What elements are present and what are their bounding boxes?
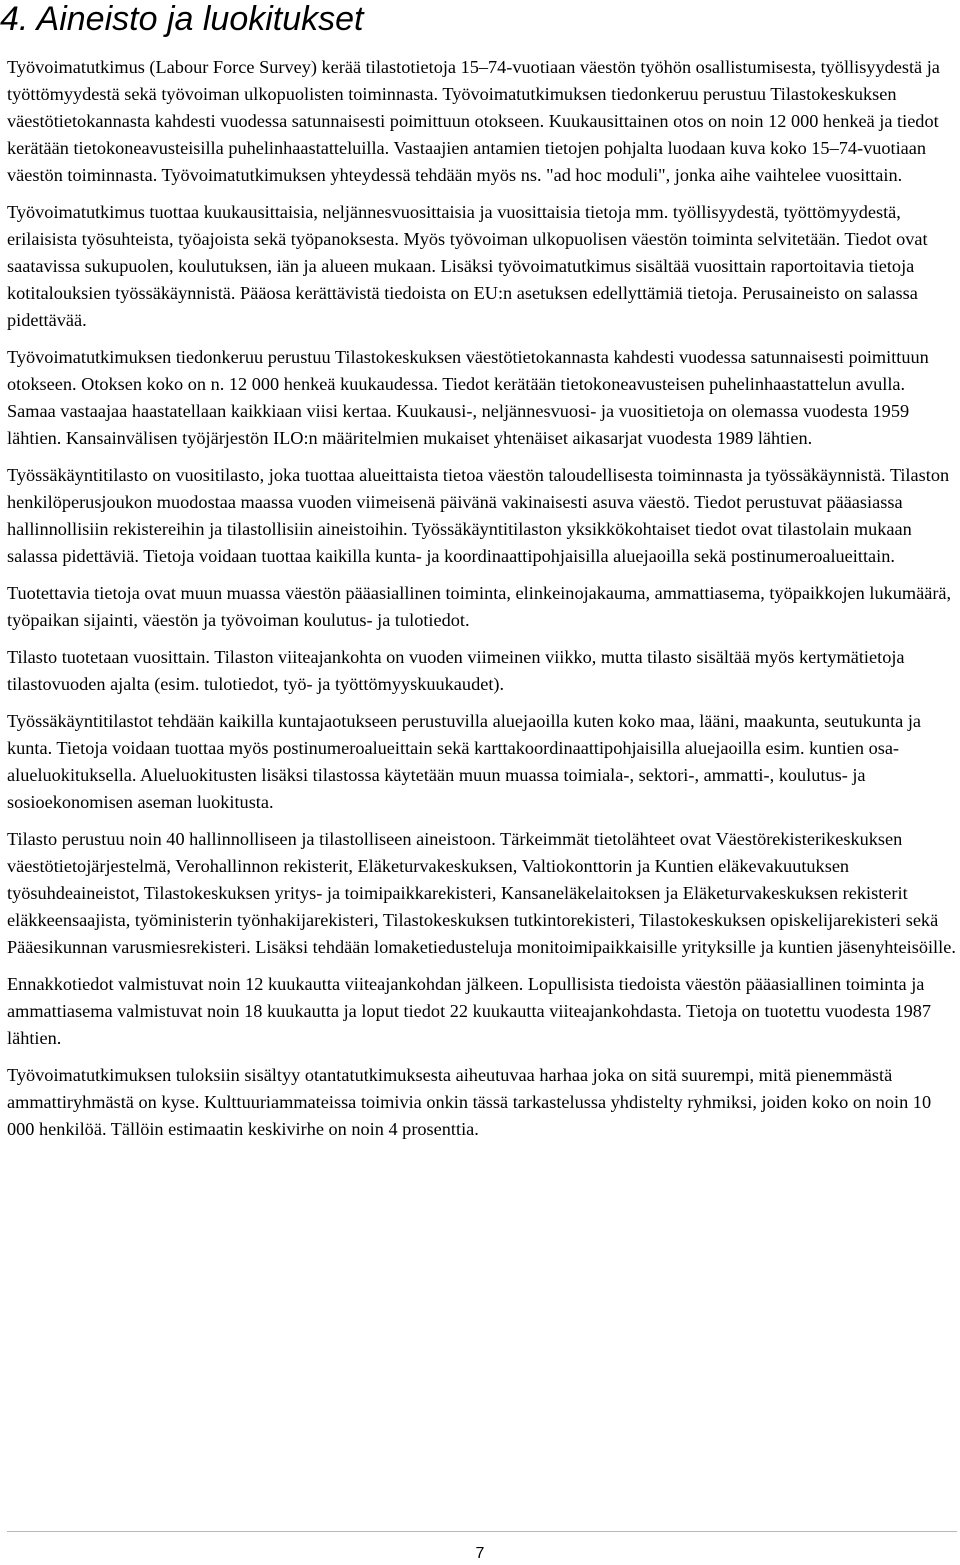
paragraph: Työvoimatutkimuksen tuloksiin sisältyy otantatutkimuksesta aiheutuvaa harhaa joka on sitä suurempi, mitä pienemmästä ammattiryhmästä on kyse. Kulttuuriammateissa toimivia onkin tässä tarkastelussa yhdistelty ryhmiksi, joiden koko on noin 10 000 henkilöä. Tällöin estimaatin keskivirhe on noin 4 prosenttia.	[7, 1065, 932, 1139]
footer-divider	[7, 1531, 957, 1532]
paragraph: Työvoimatutkimus tuottaa kuukausittaisia, neljännesvuosittaisia ja vuosittaisia tietoja mm. työllisyydestä, työttömyydestä, erilaisista työsuhteista, työajoista sekä työpanoksesta. Myös työvoiman ulkopuolisen väestön toiminta selvitetään. Tiedot ovat saatavissa sukupuolen, koulutuksen, iän ja alueen mukaan. Lisäksi työvoimatutkimus sisältää vuosittain raportoitavia tietoja kotitalouksien työssäkäynnistä. Pääosa kerättävistä tiedoista on EU:n asetuksen edellyttämiä tietoja. Perusaineisto on salassa pidettävää.	[7, 202, 928, 330]
section-heading: 4. Aineisto ja luokitukset	[0, 0, 364, 38]
page-number: 7	[475, 1545, 485, 1562]
paragraph: Työvoimatutkimuksen tiedonkeruu perustuu Tilastokeskuksen väestötietokannasta kahdesti vuodessa satunnaisesti poimittuun otokseen. Otoksen koko on n. 12 000 henkeä kuukaudessa. Tiedot kerätään tietokoneavusteisen puhelinhaastattelun avulla. Samaa vastaajaa haastatellaan kaikkiaan viisi kertaa. Kuukausi-, neljännesvuosi- ja vuositietoja on olemassa vuodesta 1959 lähtien. Kansainvälisen työjärjestön ILO:n määritelmien mukaiset yhtenäiset aikasarjat vuodesta 1989 lähtien.	[7, 347, 929, 448]
paragraph: Työvoimatutkimus (Labour Force Survey) kerää tilastotietoja 15–74-vuotiaan väestön työhön osallistumisesta, työllisyydestä ja työttömyydestä sekä työvoiman ulkopuolisten toiminnasta. Työvoimatutkimuksen tiedonkeruu perustuu Tilastokeskuksen väestötietokannasta kahdesti vuodessa satunnaisesti poimittuun otokseen. Kuukausittainen otos on noin 12 000 henkeä ja tiedot kerätään tietokoneavusteisilla puhelinhaastatteluilla. Vastaajien antamien tietojen pohjalta luodaan kuva koko 15–74-vuotiaan väestön toiminnasta. Työvoimatutkimuksen yhteydessä tehdään myös ns. "ad hoc moduli", jonka aihe vaihtelee vuosittain.	[7, 57, 940, 185]
paragraph: Tuotettavia tietoja ovat muun muassa väestön pääasiallinen toiminta, elinkeinojakauma, ammattiasema, työpaikkojen lukumäärä, työpaikan sijainti, väestön ja työvoiman koulutus- ja tulotiedot.	[7, 583, 952, 630]
paragraph: Työssäkäyntitilastot tehdään kaikilla kuntajaotukseen perustuvilla aluejaoilla kuten koko maa, lääni, maakunta, seutukunta ja kunta. Tietoja voidaan tuottaa myös postinumeroalueittain sekä karttakoordinaattipohjaisilla aluejaoilla esim. kuntien osa-alueluokituksella. Alueluokitusten lisäksi tilastossa käytetään muun muassa toimiala-, sektori-, ammatti-, koulutus- ja sosioekonomisen aseman luokitusta.	[7, 711, 922, 812]
paragraph: Työssäkäyntitilasto on vuositilasto, joka tuottaa alueittaista tietoa väestön taloudellisesta toiminnasta ja työssäkäynnistä. Tilaston henkilöperusjoukon muodostaa maassa vuoden viimeisenä päivänä vakinaisesti asuva väestö. Tiedot perustuvat pääasiassa hallinnollisiin rekistereihin ja tilastollisiin aineistoihin. Työssäkäyntitilaston yksikkökohtaiset tiedot ovat tilastolain mukaan salassa pidettäviä. Tietoja voidaan tuottaa kaikilla kunta- ja koordinaattipohjaisilla aluejaoilla sekä postinumeroalueittain.	[7, 465, 950, 566]
paragraph: Tilasto perustuu noin 40 hallinnolliseen ja tilastolliseen aineistoon. Tärkeimmät tietolähteet ovat Väestörekisterikeskuksen väestötietojärjestelmä, Verohallinnon rekisterit, Eläketurvakeskuksen, Valtiokonttorin ja Kuntien eläkevakuutuksen työsuhdeaineistot, Tilastokeskuksen yritys- ja toimipaikkarekisteri, Kansaneläkelaitoksen ja Eläketurvakeskuksen rekisterit eläkkeensaajista, työministerin työnhakijarekisteri, Tilastokeskuksen tutkintorekisteri, Tilastokeskuksen opiskelijarekisteri sekä Pääesikunnan varusmiesrekisteri. Lisäksi tehdään lomaketiedusteluja monitoimipaikkaisille yrityksille ja kuntien jäsenyhteisöille.	[7, 829, 956, 957]
paragraph: Ennakkotiedot valmistuvat noin 12 kuukautta viiteajankohdan jälkeen. Lopullisista tiedoista väestön pääasiallinen toiminta ja ammattiasema valmistuvat noin 18 kuukautta ja loput tiedot 22 kuukautta viiteajankohdasta. Tietoja on tuotettu vuodesta 1987 lähtien.	[7, 974, 932, 1048]
paragraph: Tilasto tuotetaan vuosittain. Tilaston viiteajankohta on vuoden viimeinen viikko, mutta tilasto sisältää myös kertymätietoja tilastovuoden ajalta (esim. tulotiedot, työ- ja työttömyyskuukaudet).	[7, 647, 905, 694]
body-text	[7, 54, 957, 1143]
